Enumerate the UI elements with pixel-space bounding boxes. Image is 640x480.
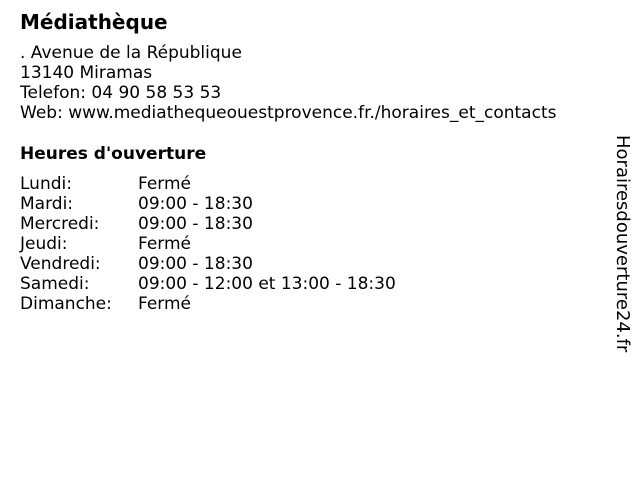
day-label: Lundi:: [20, 174, 72, 194]
website: Web: www.mediathequeouestprovence.fr./horaires_et_contacts: [20, 103, 557, 123]
day-label: Dimanche:: [20, 294, 112, 314]
day-label: Mardi:: [20, 194, 74, 214]
day-label: Mercredi:: [20, 214, 100, 234]
page-title: Médiathèque: [20, 10, 168, 34]
day-hours: 09:00 - 18:30: [138, 254, 253, 274]
hours-row-sunday: [20, 294, 396, 314]
hours-row-wednesday: [20, 214, 396, 234]
day-hours: Fermé: [138, 234, 192, 254]
street-address: . Avenue de la République: [20, 43, 242, 63]
day-label: Jeudi:: [20, 234, 68, 254]
day-hours: Fermé: [138, 294, 192, 314]
hours-row-thursday: [20, 234, 396, 254]
day-hours: Fermé: [138, 174, 192, 194]
hours-row-friday: [20, 254, 396, 274]
day-label: Samedi:: [20, 274, 90, 294]
day-hours: 09:00 - 18:30: [138, 194, 253, 214]
address-block: [20, 43, 556, 123]
city-address: 13140 Miramas: [20, 63, 153, 83]
day-hours: 09:00 - 18:30: [138, 214, 253, 234]
opening-hours-heading: Heures d'ouverture: [20, 144, 207, 164]
opening-hours-list: [20, 174, 396, 314]
day-label: Vendredi:: [20, 254, 101, 274]
day-hours: 09:00 - 12:00 et 13:00 - 18:30: [138, 274, 396, 294]
phone-number: Telefon: 04 90 58 53 53: [20, 83, 222, 103]
hours-row-saturday: [20, 274, 396, 294]
site-watermark: Horairesdouverture24.fr: [612, 135, 633, 353]
hours-row-monday: [20, 174, 396, 194]
hours-row-tuesday: [20, 194, 396, 214]
